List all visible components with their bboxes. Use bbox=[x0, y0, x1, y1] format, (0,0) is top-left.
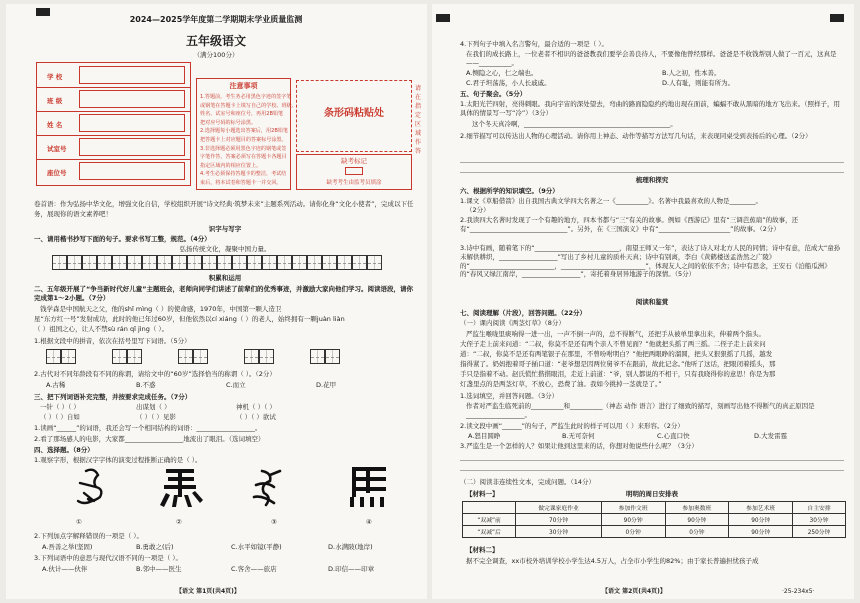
grid-cell[interactable] bbox=[187, 255, 202, 270]
exam-page-2 bbox=[432, 4, 854, 599]
exam-title: 2024—2025学年度第二学期期末学业质量监测 bbox=[129, 15, 303, 24]
barcode-area bbox=[296, 80, 412, 152]
registration-mark-left bbox=[436, 14, 450, 22]
barcode-label: 条形码粘贴处 bbox=[324, 108, 384, 119]
q4-1-prompt: 1.观察字形，根据汉字字体的演变过程推断正确的是（ ）。 bbox=[34, 456, 202, 464]
q2-2-opt-a[interactable]: A.古稀 bbox=[46, 381, 66, 389]
q3-word-2: 出谋划（ ） bbox=[136, 403, 171, 411]
grid-cell[interactable] bbox=[337, 255, 352, 270]
section-reading: 阅读和鉴赏 bbox=[635, 298, 669, 306]
grid-cell[interactable] bbox=[367, 255, 382, 270]
registration-mark-right bbox=[830, 14, 844, 22]
table-row bbox=[463, 526, 846, 538]
q3-word-5: （ ）（ ）见影 bbox=[136, 413, 176, 421]
registration-mark bbox=[36, 8, 50, 16]
table-cell: 90分钟 bbox=[665, 514, 729, 526]
info-label-name: 姓 名 bbox=[47, 121, 63, 129]
grid-cell[interactable] bbox=[127, 255, 142, 270]
q3-word-4: （ ）（ ）自如 bbox=[40, 413, 80, 421]
grid-cell[interactable] bbox=[97, 255, 112, 270]
q4-4-prompt: 4.下列句子中填入名言警句，最合适的一项是（ ）。 bbox=[460, 40, 609, 48]
glyph-4 bbox=[350, 467, 386, 507]
q7-para-6: 灯盏里点的是两茎灯草，不放心，恐费了油。我如今挑掉一茎就是了。” bbox=[460, 380, 662, 388]
grid-cell[interactable] bbox=[259, 349, 274, 364]
glyph-label-3: ③ bbox=[271, 518, 277, 526]
notice-line: 或钢笔在答题卡上填写自己的学校、班级、 bbox=[200, 102, 297, 109]
q7-2-opt-a[interactable]: A.怒目圆睁 bbox=[468, 432, 501, 440]
school-field[interactable] bbox=[79, 66, 185, 84]
answer-line[interactable] bbox=[460, 172, 844, 173]
q7-prompt: 七、阅读理解（片段），回答问题。（22分） bbox=[460, 309, 587, 317]
q4-2-opt-a[interactable]: A.吾善之举(坚固) bbox=[42, 543, 93, 551]
q4-2-opt-d[interactable]: D.水满陂(地岸) bbox=[328, 543, 373, 551]
section-explore: 梳理和探究 bbox=[635, 176, 669, 184]
notice-line: 把对应号码的标号涂黑。 bbox=[200, 119, 257, 126]
grid-cell[interactable] bbox=[178, 349, 193, 364]
notice-line: 2.选择题每小题选出答案后，用2B铅笔 bbox=[200, 128, 289, 135]
glyph-3 bbox=[254, 471, 280, 505]
q4-2-prompt: 2.下列加点字解释错误的一项是（ ）。 bbox=[34, 532, 144, 540]
page-footer-1: 【语文 第1页(共4页)】 bbox=[176, 588, 240, 595]
name-field[interactable] bbox=[79, 114, 185, 132]
info-label-seat: 座位号 bbox=[47, 169, 67, 177]
grid-cell[interactable] bbox=[112, 255, 127, 270]
q4-4-opt-c[interactable]: C.君子坦荡荡，小人长戚戚。 bbox=[466, 79, 551, 87]
table-header-cell: 自主安排 bbox=[793, 502, 846, 514]
grid-cell[interactable] bbox=[247, 255, 262, 270]
exam-page-1 bbox=[6, 4, 427, 599]
q7-2-opt-b[interactable]: B.无可奈何 bbox=[562, 432, 595, 440]
q7-para-2: 大侄子走上前来问道：“二叔，你莫不是还有两个亲人不曾见面？”他就把头摇了两三摇。二侄子走上前来问 bbox=[460, 340, 766, 348]
q6-2-prompt: 2.我读四大名著时发现了一个有趣的地方，四本书都与“三”有关的故事。例如《西游记》里有“三调芭蕉扇”的故事，还有“______________________________”。另外，在《三国演义》中有“______________________”的故事。（2分） bbox=[460, 216, 799, 233]
q7-para-1: 严监生喉咙里痰响得一进一出，一声不倒一声的，总不得断气，还把手从被单里拿出来，伸着两个指头。 bbox=[466, 330, 765, 338]
glyph-2 bbox=[160, 469, 203, 507]
notice-line: 把答题卡上对应题目的答案标号涂黑。 bbox=[200, 137, 287, 143]
table-cell: 250分钟 bbox=[793, 526, 846, 538]
q3-1-prompt: 1.读画“______”的词语，我还会写一个相同结构的词语：__________________。 bbox=[34, 424, 262, 432]
q2-2-opt-d[interactable]: D.花甲 bbox=[316, 381, 337, 389]
q2-2-prompt: 2.古代对不同年龄段有不同的称谓，请给文中的“60岁”选择恰当的称谓（ ）。（2分） bbox=[34, 370, 276, 378]
glyph-1 bbox=[78, 470, 101, 503]
q8-prompt: （二）阅读非连续性文本，完成问题。（14分） bbox=[460, 478, 596, 486]
grid-cell[interactable] bbox=[193, 349, 208, 364]
table-header-cell: 参加奥数班 bbox=[665, 502, 729, 514]
q6-prompt: 六、根据所学的知识填空。（9分） bbox=[460, 187, 559, 195]
glyph-label-4: ④ bbox=[366, 518, 372, 526]
table-cell: “双减”后 bbox=[463, 526, 516, 538]
page-footer-2: 【语文 第2页(共4页)】 bbox=[602, 588, 666, 595]
material-2-text: 据不完全调查，xx市校外培训学校小学生达4.5万人，占全市小学生的82%；由于家长普遍担忧孩子成 bbox=[466, 557, 759, 565]
grid-cell[interactable] bbox=[244, 349, 259, 364]
table-header-cell bbox=[463, 502, 516, 514]
q3-word-3: 神机（ ）（ ） bbox=[236, 403, 276, 411]
notice-line: 4.考生必须保持答题卡的整洁，考试结 bbox=[200, 171, 287, 178]
notice-title: 注意事项 bbox=[229, 82, 258, 90]
q7-1-prompt: 1.选词填空，并回答问题。（3分） bbox=[460, 392, 559, 400]
q2-para-3: （ ）祖国之心，让人不禁sù rán qǐ jìng（ ）。 bbox=[34, 325, 169, 333]
grid-cell[interactable] bbox=[82, 255, 97, 270]
grid-cell[interactable] bbox=[217, 255, 232, 270]
grid-cell[interactable] bbox=[307, 255, 322, 270]
grid-cell[interactable] bbox=[67, 255, 82, 270]
grid-cell[interactable] bbox=[325, 349, 340, 364]
table-cell: 90分钟 bbox=[601, 514, 665, 526]
material-2-label: 【材料二】 bbox=[466, 546, 499, 554]
table-cell: 30分钟 bbox=[793, 514, 846, 526]
q4-prompt: 四、选择题。（8分） bbox=[34, 446, 94, 454]
notice-line: 1.答题前，考生务必用黑色字迹的签字笔 bbox=[200, 94, 292, 100]
q5-2-prompt: 2.细节描写可以传达出人物的心理活动。请你用上神态、动作等描写方法写几句话，来表现同桌受到表扬后的心理。（2分） bbox=[460, 132, 812, 140]
q2-1-prompt: 1.根据文段中的拼音，依次在括号里写下词语。（5分） bbox=[34, 337, 191, 345]
grid-cell[interactable] bbox=[52, 255, 67, 270]
grid-cell[interactable] bbox=[292, 255, 307, 270]
q2-2-opt-c[interactable]: C.而立 bbox=[226, 381, 246, 389]
q6-3-prompt: 3.诗中有画，随着笔下的“__________________________，南望王师又一年”，表达了诗人对北方人民的同情；诗中有意，范成大“童孙未解供耕织，__________________”写出了乡村儿童的质朴天真；诗中有别离，李白《黄鹤楼送孟浩然之广陵》的“__________________________，__________________________”，体现友人之间的依依不舍；诗中有思念，王安石《泊船瓜洲》的“春风又绿江南岸，__________________”，寄托着身居异地游子的深情。（5分） bbox=[460, 244, 841, 279]
glyph-label-2: ② bbox=[176, 518, 182, 526]
notice-line: 3.非选择题必须用黑色字迹的钢笔或签 bbox=[200, 145, 287, 152]
info-label-school: 学 校 bbox=[47, 73, 63, 81]
table-cell: 30分钟 bbox=[516, 526, 602, 538]
glyph-label-1: ① bbox=[76, 518, 82, 526]
grid-cell[interactable] bbox=[322, 255, 337, 270]
table-header-cell: 做完课家庭作业 bbox=[516, 502, 602, 514]
q3-word-1: 一针（ ）（ ） bbox=[40, 403, 80, 411]
q4-3-opt-c[interactable]: C.客舍——旅店 bbox=[231, 565, 277, 573]
grid-cell[interactable] bbox=[112, 349, 127, 364]
q7-para-4: 指得紧了。奶妈抱着哥子插口道：“老爷想是因两位舅爷不在跟前，故此记念。”他听了这话，把眼闭着摇头，那 bbox=[460, 360, 776, 368]
answer-line[interactable] bbox=[460, 162, 844, 163]
q4-4-opt-b[interactable]: B.人之初，性本善。 bbox=[662, 69, 721, 77]
section-accumulation: 积累和运用 bbox=[208, 274, 242, 282]
missing-note: 缺考考生由监考员填涂 bbox=[326, 180, 382, 186]
q4-4-opt-a[interactable]: A.恻隐之心，仁之端也。 bbox=[466, 69, 538, 77]
q2-prompt: 二、五年级开展了“争当新时代好儿童”主题班会，老师向同学们讲述了前辈们的优秀事迹，并激励大家向他们学习。阅读语段，请你完成第1～2小题。（7分） bbox=[34, 285, 414, 302]
table-cell: 70分钟 bbox=[516, 514, 602, 526]
q5-1-example: 这个冬天真冷啊，_____________________________________________。 bbox=[472, 120, 677, 128]
q1-sentence: 弘扬传统文化，凝聚中国力量。 bbox=[179, 245, 271, 253]
full-score: （满分100分） bbox=[193, 51, 239, 59]
class-field[interactable] bbox=[79, 90, 185, 108]
q7-sub-a: （一）课内阅读《两茎灯草》（8分） bbox=[460, 319, 565, 327]
notice-line: 指定区域内的相应位置上。 bbox=[200, 162, 262, 169]
q7-2-prompt: 2.读文段中画“______”的句子，严监生此时的样子可以用（ ）来形容。（2分） bbox=[460, 422, 684, 430]
answer-line[interactable] bbox=[460, 470, 844, 471]
table-cell: 0分钟 bbox=[665, 526, 729, 538]
exam-subject: 五年级语文 bbox=[185, 34, 246, 48]
answer-line[interactable] bbox=[460, 460, 844, 461]
q4-3-opt-b[interactable]: B.邻中——医生 bbox=[136, 565, 182, 573]
q7-2-opt-c[interactable]: C.心直口快 bbox=[657, 432, 690, 440]
grid-cell[interactable] bbox=[61, 349, 76, 364]
handwriting-grid[interactable] bbox=[52, 255, 392, 271]
grid-cell[interactable] bbox=[352, 255, 367, 270]
q7-2-opt-d[interactable]: D.大发雷霆 bbox=[754, 432, 788, 440]
notice-line: 束后，将本试卷和答题卡一并交回。 bbox=[200, 180, 282, 186]
q4-2-opt-c[interactable]: C.水平如镜(平静) bbox=[231, 543, 282, 551]
notice-box bbox=[196, 78, 297, 190]
q2-para-1: 钱学森是中国航天之父，他的shǐ mìng（ ）的使命感，1970年，中国第一颗人造卫 bbox=[40, 305, 282, 313]
side-note: 请在指定区域作答 bbox=[415, 85, 422, 155]
room-field[interactable] bbox=[79, 138, 185, 156]
table-title: 明明的周日安排表 bbox=[626, 490, 678, 498]
answer-grid[interactable] bbox=[46, 349, 386, 365]
grid-cell[interactable] bbox=[142, 255, 157, 270]
grid-cell[interactable] bbox=[310, 349, 325, 364]
q3-word-6: （ ）（ ）欲试 bbox=[236, 413, 276, 421]
q2-2-opt-b[interactable]: B.不惑 bbox=[136, 381, 156, 389]
q6-1-score: （2分） bbox=[466, 206, 490, 214]
grid-cell[interactable] bbox=[172, 255, 187, 270]
q4-3-prompt: 3.下列词语中的意思与现代汉语不同的一项是（ ）。 bbox=[34, 554, 183, 562]
schedule-table bbox=[462, 501, 846, 538]
missing-exam-box bbox=[296, 154, 412, 190]
table-row bbox=[463, 514, 846, 526]
grid-cell[interactable] bbox=[157, 255, 172, 270]
q6-1-prompt: 1.课文《草船借箭》出自我国古典文学四大名著之一《__________》。名著中我最喜欢的人物是________。 bbox=[460, 197, 762, 205]
grid-cell[interactable] bbox=[127, 349, 142, 364]
seat-field[interactable] bbox=[79, 162, 185, 180]
grid-cell[interactable] bbox=[277, 255, 292, 270]
q4-2-opt-b[interactable]: B.勇敢之(后) bbox=[136, 543, 174, 551]
table-cell: 0分钟 bbox=[601, 526, 665, 538]
info-label-class: 班 级 bbox=[47, 97, 63, 105]
table-cell: 90分钟 bbox=[729, 526, 793, 538]
q4-4-opt-d[interactable]: D.人有耻，则能有所为。 bbox=[662, 79, 735, 87]
q7-para-3: 道：“二叔，你莫不是还有两笔银子在那里，不曾吩咐明白？”他把两眼睁的溜圆，把头又狠狠摇了几摇，越发 bbox=[460, 350, 773, 358]
paper-code: ·25-234x5· bbox=[782, 588, 815, 595]
student-info-table bbox=[36, 62, 191, 186]
grid-cell[interactable] bbox=[46, 349, 61, 364]
q2-para-2: 星“东方红一号”发射成功，此时的他已年过60岁，但他依然以cí xiáng（ ）的老人，始终拥有一颗juàn liàn bbox=[34, 315, 345, 323]
q7-para-5: 手只是指着不动。赵氏慌忙揩揩眼泪，走近上前道：“爷，别人都说的不相干，只有我晓得你的意思！你是为那 bbox=[460, 370, 776, 378]
q5-1-prompt: 1.太阳光芒四射，亮得刺眼。我向宇宙的深处望去，弯曲的路面隐隐约约地出现在面前，蝙蝠不敢从黑暗的地方飞出来。（照样子，用具体的情景写一写“冷”）（3分） bbox=[460, 100, 840, 117]
q5-prompt: 五、句子聚会。（5分） bbox=[460, 90, 527, 98]
q7-3-prompt: 3.严监生是一个怎样的人？如果让他到这里来的话，你想对他说些什么呢？（3分） bbox=[460, 442, 698, 450]
notice-line: 字笔作答，答案必须写在答题卡各题目 bbox=[200, 154, 287, 161]
table-header-cell: 参加作文班 bbox=[601, 502, 665, 514]
q4-4-para: 在我们的成长路上，一位老者不相识的爸爸教我们要学会善良待人，不要像他曾经那样。爸爸是不收钱帮别人做了一百元，这真是——__________。 bbox=[466, 50, 837, 67]
grid-cell[interactable] bbox=[202, 255, 217, 270]
missing-label: 缺考标记 bbox=[341, 157, 367, 165]
material-1-label: 【材料一】 bbox=[466, 490, 499, 498]
table-cell: “双减”前 bbox=[463, 514, 516, 526]
grid-cell[interactable] bbox=[232, 255, 247, 270]
q4-3-opt-d[interactable]: D.印信——印章 bbox=[328, 565, 375, 573]
missing-checkbox[interactable] bbox=[345, 167, 363, 175]
q7-1-text: 作者对严监生临死前的__________和__________（神态 动作 语言）进行了细致的描写，刻画写出他不得断气的真正原因是__________________。 bbox=[466, 402, 815, 419]
q4-3-opt-a[interactable]: A.伙计——伙伴 bbox=[42, 565, 88, 573]
q1-prompt: 一、请用楷书抄写下面的句子。要求书写工整，规范。（4分） bbox=[34, 235, 211, 243]
table-header-cell: 参加艺术班 bbox=[729, 502, 793, 514]
q3-2-prompt: 2.看了那场感人的电影，大家都__________________地流出了眼泪。（选词填空） bbox=[34, 435, 265, 443]
glyph-evolution-figure bbox=[66, 465, 406, 513]
table-cell: 90分钟 bbox=[729, 514, 793, 526]
q3-prompt: 三、把下列词语补充完整，并按要求完成任务。（7分） bbox=[34, 393, 192, 401]
section-literacy: 识字与写字 bbox=[208, 225, 242, 233]
notice-line: 姓名、试室号和座位号，再用2B铅笔 bbox=[200, 111, 284, 118]
intro-text: 卷首语：作为弘扬中华文化，增强文化自信，学校组织开展“诗文经典·筑梦未来”主题系列活动。请你化身“文化小使者”，完成以下任务，展现你的语文素养吧！ bbox=[34, 200, 414, 218]
grid-cell[interactable] bbox=[262, 255, 277, 270]
info-label-room: 试室号 bbox=[47, 145, 67, 153]
